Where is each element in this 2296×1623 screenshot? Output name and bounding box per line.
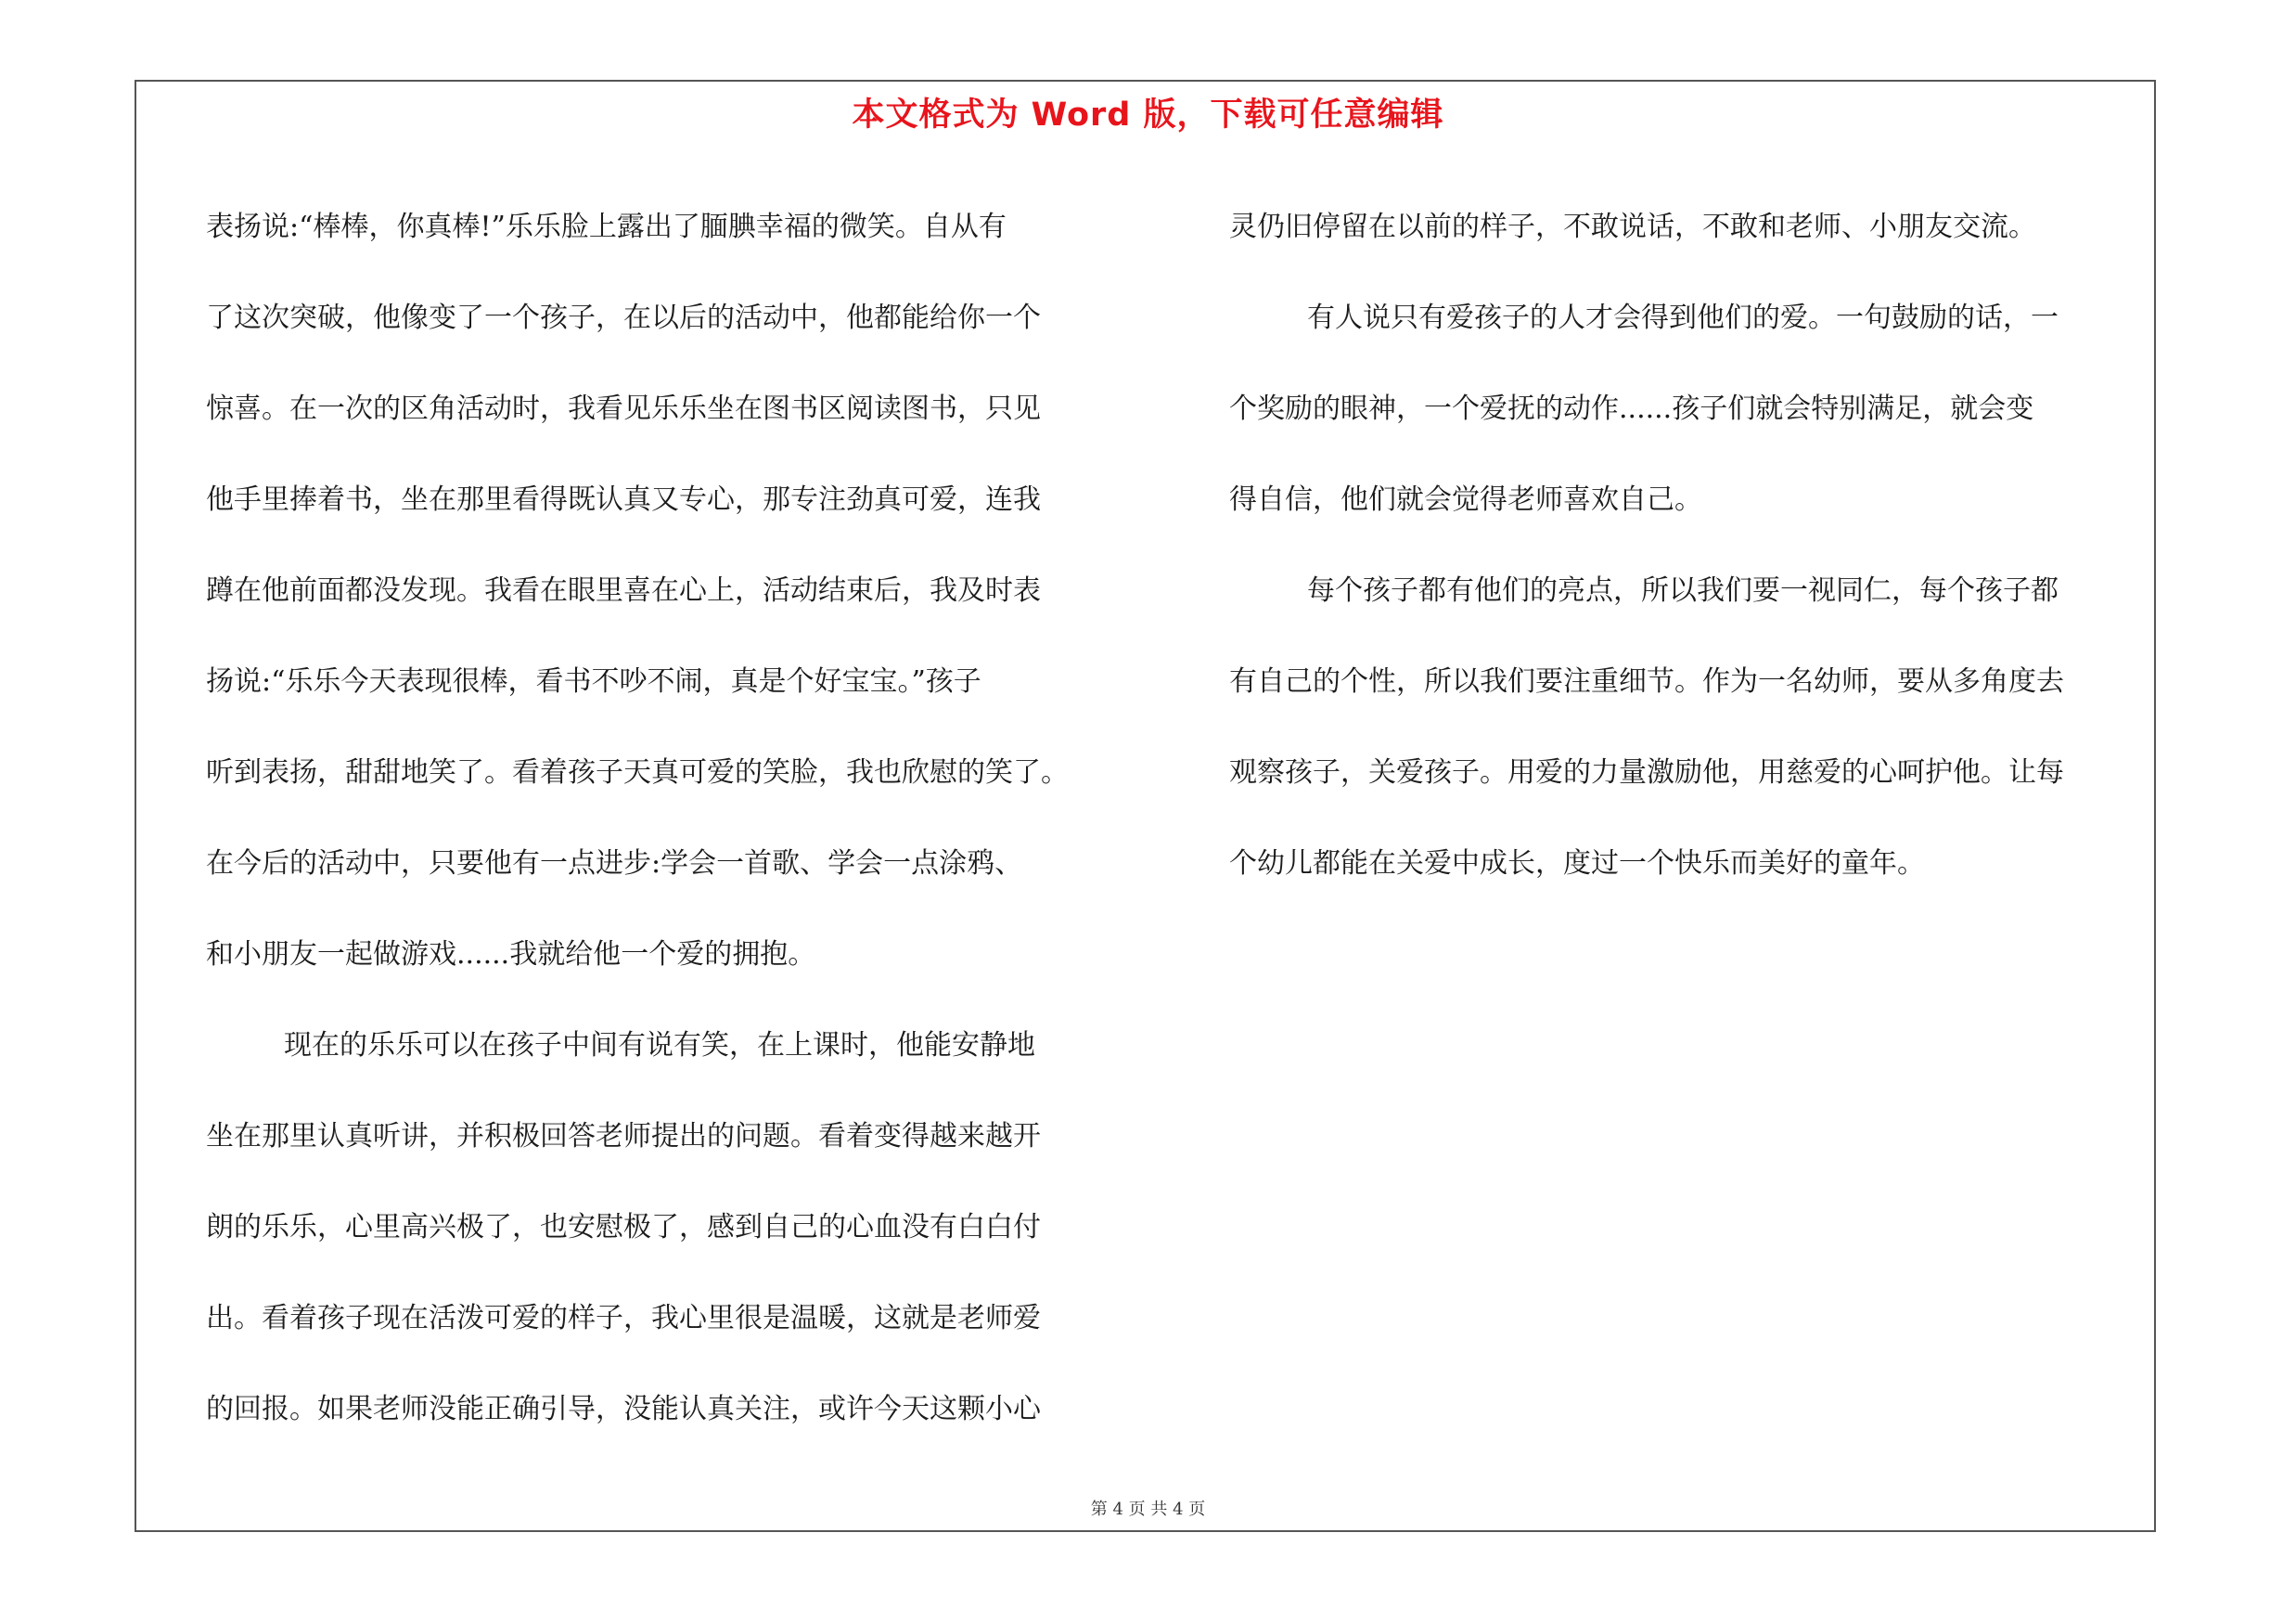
text-line: 得自信，他们就会觉得老师喜欢自己。: [1229, 483, 1702, 516]
text-line: 的回报。如果老师没能正确引导，没能认真关注，或许今天这颗小心: [206, 1393, 1041, 1425]
text-line: 他手里捧着书，坐在那里看得既认真又专心，那专注劲真可爱，连我: [206, 483, 1041, 516]
text-line: 朗的乐乐，心里高兴极了，也安慰极了，感到自己的心血没有白白付: [206, 1211, 1041, 1243]
paragraph-first-line: 每个孩子都有他们的亮点，所以我们要一视同仁，每个孩子都: [1307, 574, 2059, 607]
page-number-footer: 第 4 页 共 4 页: [1090, 1500, 1206, 1519]
text-line: 在今后的活动中，只要他有一点进步:学会一首歌、学会一点涂鸦、: [206, 847, 1023, 880]
document-header-banner: 本文格式为 Word 版，下载可任意编辑: [852, 97, 1444, 134]
text-line: 扬说:“乐乐今天表现很棒，看书不吵不闹，真是个好宝宝。”孩子: [206, 665, 981, 698]
text-line: 了这次突破，他像变了一个孩子，在以后的活动中，他都能给你一个: [206, 302, 1041, 334]
text-line: 和小朋友一起做游戏......我就给他一个爱的拥抱。: [206, 938, 816, 971]
text-line: 蹲在他前面都没发现。我看在眼里喜在心上，活动结束后，我及时表: [206, 574, 1041, 607]
text-line: 有自己的个性，所以我们要注重细节。作为一名幼师，要从多角度去: [1229, 665, 2064, 698]
text-column-left: [206, 182, 1134, 1455]
text-line: 出。看着孩子现在活泼可爱的样子，我心里很是温暖，这就是老师爱: [206, 1302, 1041, 1334]
text-line: 坐在那里认真听讲，并积极回答老师提出的问题。看着变得越来越开: [206, 1120, 1041, 1153]
paragraph-first-line: 有人说只有爱孩子的人才会得到他们的爱。一句鼓励的话，一: [1307, 302, 2059, 334]
text-line: 个幼儿都能在关爱中成长，度过一个快乐而美好的童年。: [1229, 847, 1925, 880]
text-line: 观察孩子，关爱孩子。用爱的力量激励他，用慈爱的心呵护他。让每: [1229, 756, 2064, 789]
text-line: 表扬说:“棒棒，你真棒!”乐乐脸上露出了腼腆幸福的微笑。自从有: [206, 211, 1007, 243]
paragraph-first-line: 现在的乐乐可以在孩子中间有说有笑，在上课时，他能安静地: [284, 1029, 1035, 1062]
text-line: 听到表扬，甜甜地笑了。看着孩子天真可爱的笑脸，我也欣慰的笑了。: [206, 756, 1069, 789]
text-column-right: [1229, 182, 2157, 909]
text-line: 个奖励的眼神，一个爱抚的动作......孩子们就会特别满足，就会变: [1229, 393, 2034, 425]
text-line: 灵仍旧停留在以前的样子，不敢说话，不敢和老师、小朋友交流。: [1229, 211, 2036, 243]
text-line: 惊喜。在一次的区角活动时，我看见乐乐坐在图书区阅读图书，只见: [206, 393, 1041, 425]
